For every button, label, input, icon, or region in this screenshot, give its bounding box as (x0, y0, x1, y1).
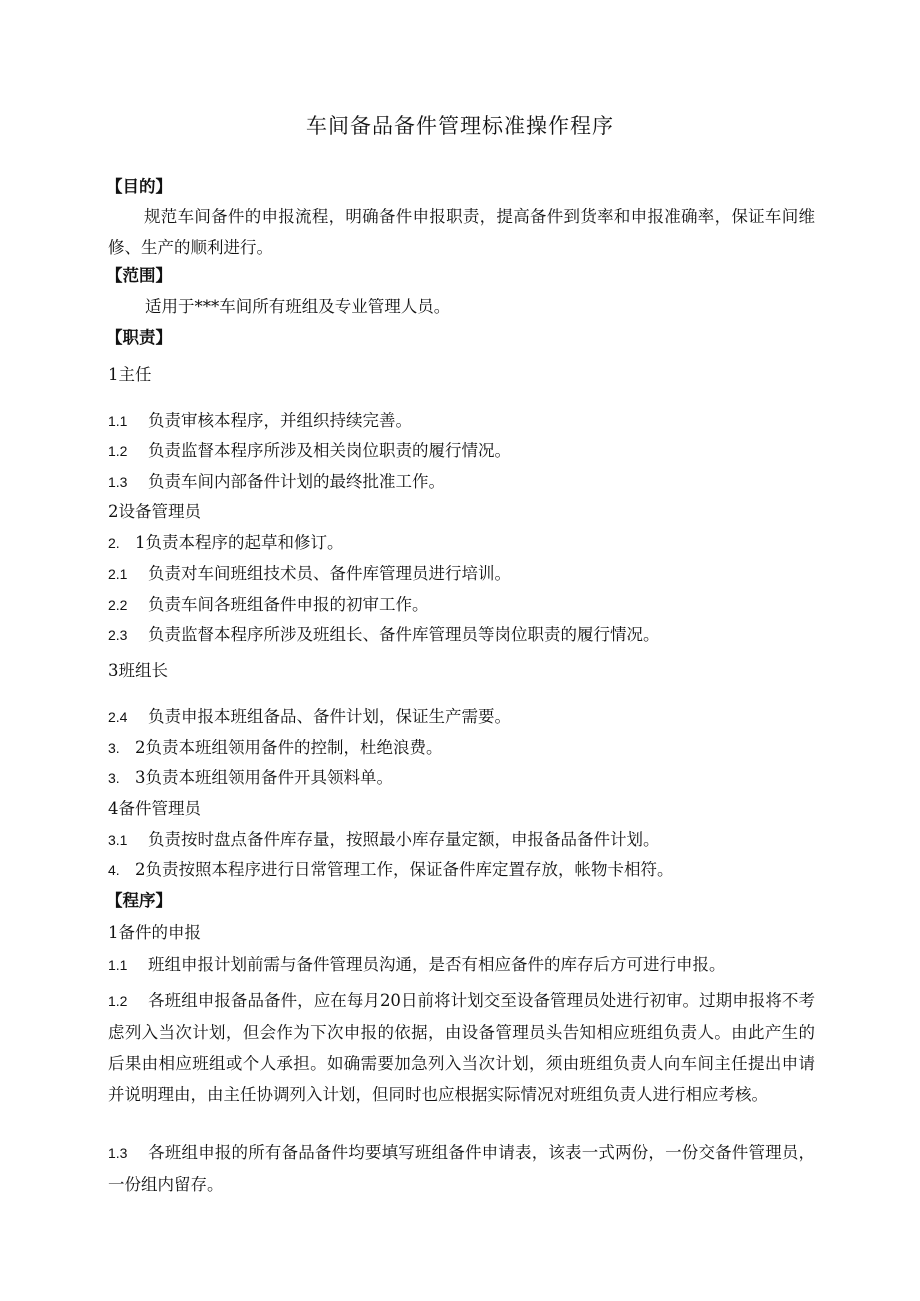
item-number: 4. (108, 862, 120, 878)
item-number: 2.2 (108, 597, 128, 613)
duty-item (108, 767, 393, 789)
duty-item (108, 563, 511, 585)
duty-item (108, 410, 412, 432)
procedure-section-title: 1备件的申报 (108, 923, 201, 942)
item-number: 1.1 (108, 957, 128, 973)
item-number: 2. (108, 535, 120, 551)
spare-manager-title: 4备件管理员 (108, 799, 201, 818)
item-text: 负责对车间班组技术员、备件库管理员进行培训。 (148, 564, 511, 583)
procedure-item (108, 985, 815, 1110)
item-number: 3. (108, 740, 120, 756)
item-number: 1.3 (108, 1145, 128, 1161)
item-number: 2.1 (108, 566, 128, 582)
duty-item (108, 440, 511, 462)
item-number: 2.3 (108, 627, 128, 643)
procedure-item (108, 1137, 815, 1200)
item-text: 负责监督本程序所涉及相关岗位职责的履行情况。 (148, 441, 511, 460)
duty-item (108, 532, 344, 554)
item-text: 各班组申报备品备件，应在每月20日前将计划交至设备管理员处进行初审。过期申报将不考虑列入当次计划，但会作为下次申报的依据，由设备管理员头告知相应班组负责人。由此产生的后果由相应班组或个人承担。如确需要加急列入当次计划，须由班组负责人向车间主任提出申请并说明理由，由主任协调列入计划，但同时也应根据实际情况对班组负责人进行相应考核。 (108, 991, 815, 1104)
director-title: 1主任 (108, 365, 152, 384)
duty-item (108, 594, 429, 616)
item-number: 3. (108, 770, 120, 786)
purpose-heading: 【目的】 (106, 177, 172, 196)
item-text: 2负责按照本程序进行日常管理工作，保证备件库定置存放，帐物卡相符。 (135, 860, 674, 879)
item-text: 3负责本班组领用备件开具领料单。 (135, 768, 393, 787)
item-text: 2负责本班组领用备件的控制，杜绝浪费。 (135, 738, 443, 757)
item-text: 负责按时盘点备件库存量，按照最小库存量定额，申报备品备件计划。 (148, 830, 660, 849)
item-text: 负责车间各班组备件申报的初审工作。 (148, 595, 429, 614)
duties-heading: 【职责】 (106, 328, 172, 347)
item-number: 1.1 (108, 413, 128, 429)
item-number: 1.3 (108, 474, 128, 490)
duty-item (108, 624, 660, 646)
item-number: 1.2 (108, 443, 128, 459)
team-leader-title: 3班组长 (108, 661, 168, 680)
procedure-item (108, 954, 726, 976)
duty-item (108, 471, 445, 493)
duty-item (108, 737, 443, 759)
scope-text: 适用于***车间所有班组及专业管理人员。 (145, 297, 451, 316)
item-number: 2.4 (108, 709, 128, 725)
equipment-manager-title: 2设备管理员 (108, 502, 201, 521)
duty-item (108, 829, 660, 851)
item-text: 负责审核本程序，并组织持续完善。 (148, 411, 412, 430)
item-text: 1负责本程序的起草和修订。 (135, 533, 344, 552)
duty-item (108, 706, 511, 728)
page-title: 车间备品备件管理标准操作程序 (306, 114, 614, 138)
item-text: 班组申报计划前需与备件管理员沟通，是否有相应备件的库存后方可进行申报。 (148, 955, 726, 974)
purpose-text: 规范车间备件的申报流程，明确备件申报职责，提高备件到货率和申报准确率，保证车间维修、生产的顺利进行。 (108, 207, 815, 257)
procedure-heading: 【程序】 (106, 891, 172, 910)
item-text: 负责申报本班组备品、备件计划，保证生产需要。 (148, 707, 511, 726)
item-text: 负责车间内部备件计划的最终批准工作。 (148, 472, 445, 491)
duty-item (108, 859, 674, 881)
item-number: 1.2 (108, 993, 128, 1009)
item-text: 各班组申报的所有备品备件均要填写班组备件申请表，该表一式两份，一份交备件管理员，一份组内留存。 (108, 1143, 815, 1194)
item-text: 负责监督本程序所涉及班组长、备件库管理员等岗位职责的履行情况。 (148, 625, 660, 644)
item-number: 3.1 (108, 832, 128, 848)
scope-heading: 【范围】 (106, 266, 172, 285)
